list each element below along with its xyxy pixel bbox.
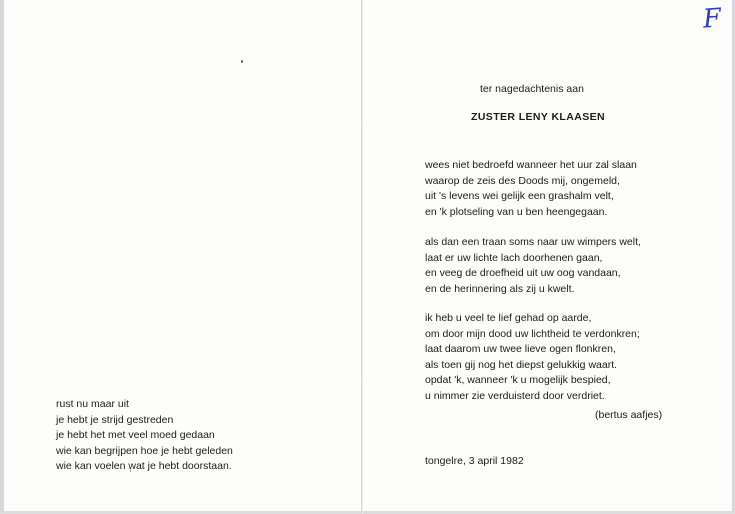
poem-stanza-3 bbox=[425, 311, 640, 404]
center-fold bbox=[361, 0, 363, 514]
left-paper-edge bbox=[0, 0, 4, 514]
poem-line: laat daarom uw twee lieve ogen flonkren, bbox=[425, 343, 616, 355]
poem-stanza-1 bbox=[425, 158, 637, 220]
paper-speck bbox=[241, 60, 243, 63]
deceased-name: ZUSTER LENY KLAASEN bbox=[471, 111, 605, 123]
poem-line: als dan een traan soms naar uw wimpers welt, bbox=[425, 236, 641, 248]
left-page-verse bbox=[56, 397, 233, 475]
poem-stanza-2 bbox=[425, 235, 641, 297]
poem-line: om door mijn dood uw lichtheid te verdonkren; bbox=[425, 327, 640, 340]
verse-line: je hebt je strijd gestreden bbox=[56, 413, 174, 426]
memorial-heading: ter nagedachtenis aan bbox=[480, 83, 584, 95]
poem-line: en 'k plotseling van u ben heengegaan. bbox=[425, 205, 608, 218]
poem-line: uit 's levens wei gelijk een grashalm velt, bbox=[425, 190, 614, 202]
verse-line: wie kan begrijpen hoe je hebt geleden bbox=[56, 444, 233, 457]
verse-line: rust nu maar uit bbox=[56, 398, 129, 410]
poem-line: als toen gij nog het diepst gelukkig waart. bbox=[425, 358, 618, 371]
poem-line: wees niet bedroefd wanneer het uur zal slaan bbox=[425, 159, 637, 171]
poem-line: opdat 'k, wanneer 'k u mogelijk bespied, bbox=[425, 374, 611, 386]
poem-line: ik heb u veel te lief gehad op aarde, bbox=[425, 312, 592, 324]
verse-line: je hebt het met veel moed gedaan bbox=[56, 429, 215, 441]
poem-line: waarop de zeis des Doods mij, ongemeld, bbox=[425, 174, 620, 187]
poem-line: en de herinnering als zij u kwelt. bbox=[425, 282, 575, 295]
poem-line: laat er uw lichte lach doorhenen gaan, bbox=[425, 251, 603, 264]
place-and-date: tongelre, 3 april 1982 bbox=[425, 455, 524, 467]
poem-line: en veeg de droefheid uit uw oog vandaan, bbox=[425, 267, 621, 279]
handwritten-mark: F bbox=[701, 3, 723, 35]
verse-line: wie kan voelen wat je hebt doorstaan. bbox=[56, 460, 232, 472]
poem-author: (bertus aafjes) bbox=[595, 409, 663, 421]
poem-line: u nimmer zie verduisterd door verdriet. bbox=[425, 389, 605, 402]
